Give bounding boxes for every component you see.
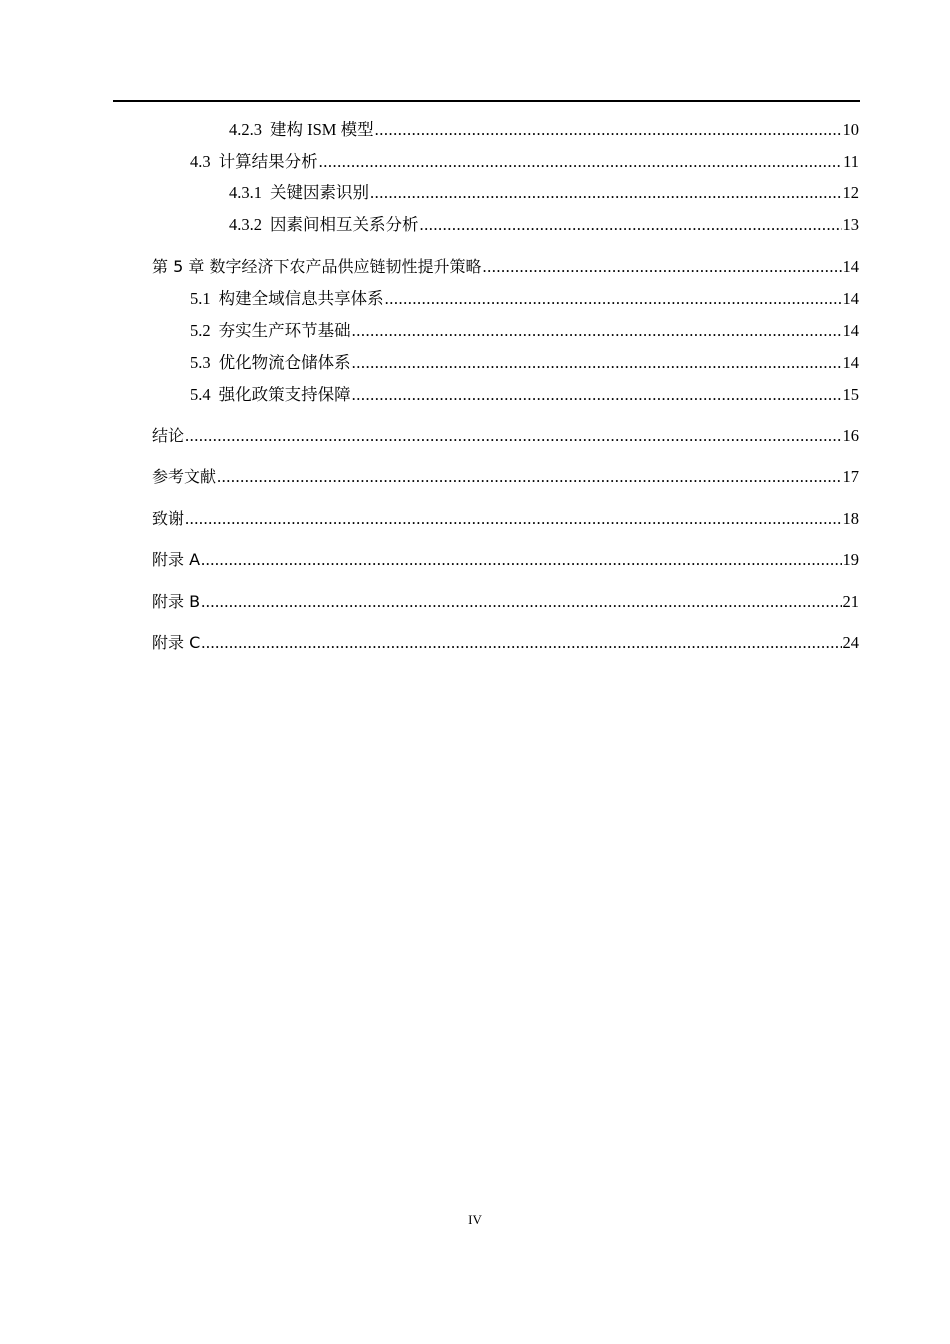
toc-entry-title: 结论 [152,426,185,445]
toc-entry-title: 强化政策支持保障 [218,385,351,404]
toc-entry-title: 优化物流仓储体系 [218,353,351,372]
toc-entry-page: 12 [842,183,859,202]
dot-leader [185,508,841,530]
toc-entry-title: 致谢 [152,509,185,528]
toc-entry-number: 4.3 [190,152,211,171]
toc-entry-appendix-c[interactable] [152,632,859,654]
toc-entry-title: 附录 C [152,633,201,652]
toc-entry-page: 17 [842,467,859,486]
toc-entry-chapter-5[interactable] [152,256,859,278]
toc-entry-4-2-3[interactable] [229,119,859,141]
toc-entry-number: 4.3.2 [229,215,262,234]
dot-leader [201,549,841,571]
toc-entry-number: 5.4 [190,385,211,404]
toc-entry-title: 第 5 章 数字经济下农产品供应链韧性提升策略 [152,257,482,276]
toc-entry-title: 建构 ISM 模型 [270,120,374,139]
toc-entry-5-3[interactable] [190,352,859,374]
toc-entry-page: 21 [842,592,859,611]
toc-entry-page: 10 [842,120,859,139]
dot-leader [185,425,841,447]
toc-entry-title: 构建全域信息共享体系 [218,289,384,308]
dot-leader [319,151,842,173]
toc-entry-references[interactable] [152,466,859,488]
toc-entry-title: 因素间相互关系分析 [270,215,419,234]
toc-entry-4-3-2[interactable] [229,214,859,236]
page-number: IV [468,1212,482,1227]
dot-leader [420,214,842,236]
dot-leader [352,352,842,374]
toc-entry-appendix-a[interactable] [152,549,859,571]
toc-entry-5-2[interactable] [190,320,859,342]
toc-entry-4-3-1[interactable] [229,182,859,204]
toc-entry-page: 14 [842,321,859,340]
toc-entry-number: 5.3 [190,353,211,372]
toc-entry-page: 11 [843,152,859,171]
toc-entry-appendix-b[interactable] [152,591,859,613]
dot-leader [482,256,841,278]
toc-entry-page: 24 [842,633,859,652]
toc-entry-title: 附录 A [152,550,201,569]
toc-entry-conclusion[interactable] [152,425,859,447]
toc-entry-title: 关键因素识别 [270,183,369,202]
toc-entry-number: 4.2.3 [229,120,262,139]
toc-entry-page: 15 [842,385,859,404]
toc-entry-page: 13 [842,215,859,234]
dot-leader [385,288,842,310]
dot-leader [352,320,842,342]
toc-entry-title: 夯实生产环节基础 [218,321,351,340]
dot-leader [201,591,841,613]
dot-leader [217,466,841,488]
toc-entry-number: 4.3.1 [229,183,262,202]
dot-leader [375,119,842,141]
toc-entry-5-4[interactable] [190,384,859,406]
toc-entry-title: 参考文献 [152,467,217,486]
toc-entry-acknowledgements[interactable] [152,508,859,530]
toc-entry-number: 5.1 [190,289,211,308]
toc-entry-4-3[interactable] [190,151,859,173]
toc-entry-title: 计算结果分析 [218,152,318,171]
toc-entry-page: 14 [842,289,859,308]
header-rule [113,100,860,102]
dot-leader [201,632,841,654]
toc-entry-5-1[interactable] [190,288,859,310]
toc-entry-page: 18 [842,509,859,528]
toc-entry-title: 附录 B [152,592,201,611]
dot-leader [370,182,842,204]
toc-entry-page: 14 [842,353,859,372]
toc-entry-page: 14 [842,257,859,276]
dot-leader [352,384,842,406]
toc-entry-number: 5.2 [190,321,211,340]
toc-entry-page: 16 [842,426,859,445]
toc-entry-page: 19 [842,550,859,569]
